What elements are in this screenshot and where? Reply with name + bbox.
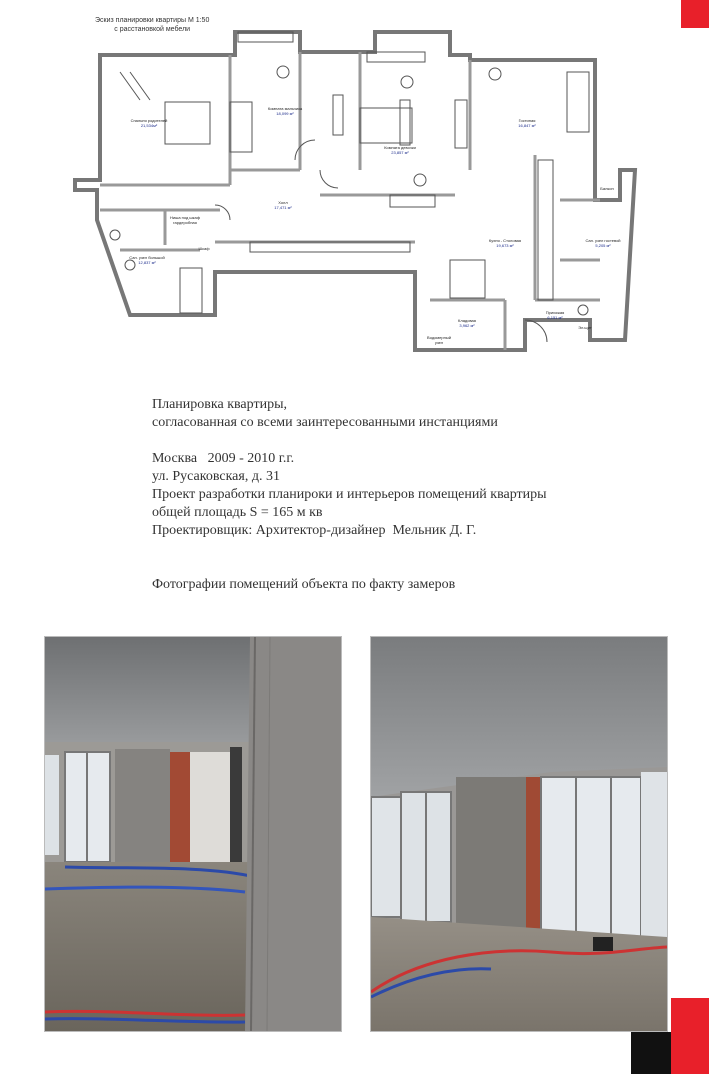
info-title-line2: согласованная со всеми заинтересованными инстанциями bbox=[152, 415, 498, 430]
room-area: 21,534м² bbox=[140, 123, 158, 128]
floor-plan bbox=[55, 10, 655, 370]
room-name: Комната мальчика bbox=[267, 106, 303, 111]
room-name: Спальня родителей bbox=[130, 118, 168, 123]
room-bathroom-large bbox=[127, 255, 167, 265]
room-entrance bbox=[535, 310, 575, 320]
info-area: общей площадь S = 165 м кв bbox=[152, 505, 323, 520]
room-water-meter bbox=[427, 335, 451, 345]
room-area: 19,673 м² bbox=[496, 243, 514, 248]
corner-accent-top bbox=[681, 0, 709, 28]
room-area: 17,471 м² bbox=[274, 205, 292, 210]
plan-caption-line2: с расстановкой мебели bbox=[114, 26, 191, 33]
room-parents-bedroom bbox=[129, 118, 169, 128]
info-designer: Проектировщик: Архитектор-дизайнер Мельник Д. Г. bbox=[152, 523, 477, 538]
info-address: ул. Русаковская, д. 31 bbox=[152, 469, 280, 484]
room-area: 5,205 м² bbox=[595, 243, 611, 248]
room-name: Гостиная bbox=[518, 118, 536, 123]
room-hall bbox=[263, 200, 303, 210]
room-area: 3,962 м² bbox=[459, 323, 475, 328]
room-storage bbox=[447, 318, 487, 328]
room-electrical-panel bbox=[575, 325, 595, 330]
room-name: Сан. узел гостевой bbox=[585, 238, 621, 243]
info-project: Проект разработки планироки и интерьеров помещений квартиры bbox=[152, 487, 547, 502]
project-info bbox=[152, 396, 632, 594]
room-name: Комната девочки bbox=[384, 145, 416, 150]
room-area: 18,099 м² bbox=[276, 111, 294, 116]
room-name: Холл bbox=[278, 200, 288, 205]
room-area: 6,151 м² bbox=[547, 315, 563, 320]
room-boy bbox=[265, 106, 305, 116]
plan-caption-line1: Эскиз планировки квартиры М 1:50 bbox=[95, 17, 210, 24]
room-name: Сан. узел большой bbox=[129, 255, 165, 260]
site-photo-1 bbox=[44, 636, 342, 1032]
room-name: Кухня - Столовая bbox=[488, 238, 522, 243]
room-name: Шкаф bbox=[198, 246, 210, 251]
room-cabinet bbox=[195, 246, 213, 251]
room-name: Водомерный узел bbox=[427, 335, 451, 345]
plan-caption bbox=[95, 16, 209, 34]
room-area: 16,847 м² bbox=[518, 123, 536, 128]
info-title-line1: Планировка квартиры, bbox=[152, 397, 287, 412]
room-name: Ниша под шкаф гардеробная bbox=[170, 215, 200, 225]
info-city-years: Москва 2009 - 2010 г.г. bbox=[152, 451, 295, 466]
room-name: Прихожая bbox=[545, 310, 565, 315]
site-photo-2 bbox=[370, 636, 668, 1032]
room-living bbox=[507, 118, 547, 128]
room-kitchen bbox=[485, 238, 525, 248]
room-area: 23,857 м² bbox=[391, 150, 409, 155]
room-guest-bathroom bbox=[583, 238, 623, 248]
room-girl bbox=[380, 145, 420, 155]
room-name: Балкон bbox=[600, 186, 614, 191]
room-balcony bbox=[595, 186, 619, 191]
photos-heading: Фотографии помещений объекта по факту замеров bbox=[152, 577, 456, 592]
room-name: Эл.щит bbox=[578, 325, 592, 330]
room-wardrobe-niche bbox=[170, 215, 200, 225]
room-name: Кладовая bbox=[458, 318, 476, 323]
room-area: 12,837 м² bbox=[138, 260, 156, 265]
